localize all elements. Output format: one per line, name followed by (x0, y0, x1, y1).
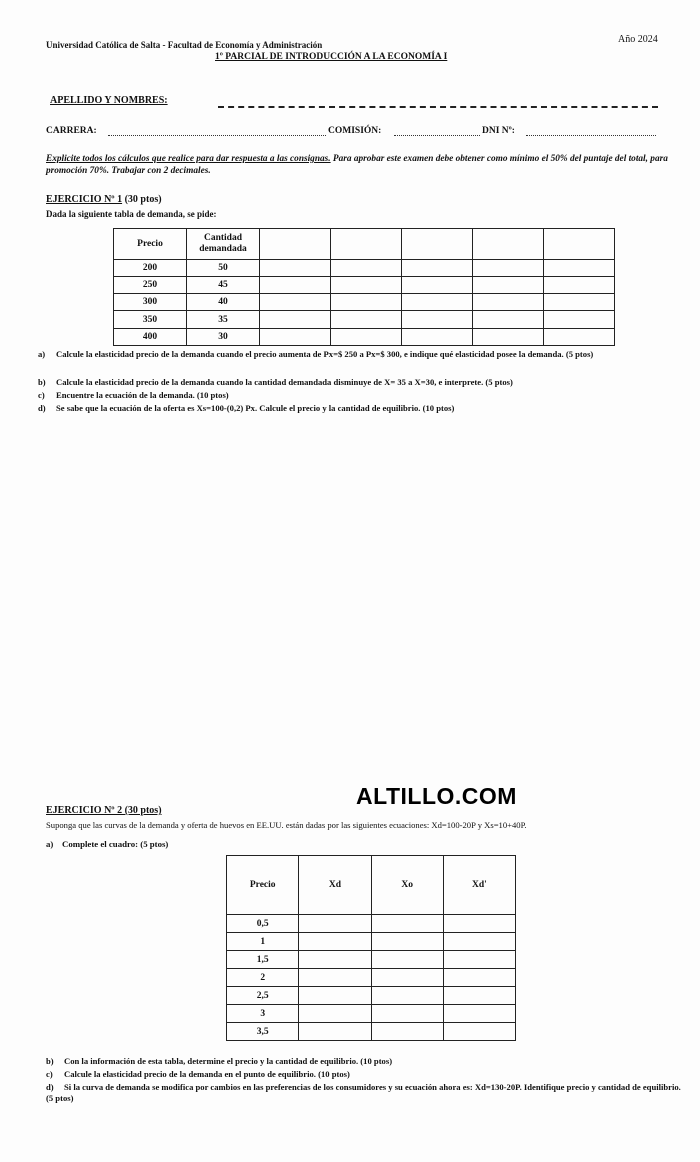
empty-cell[interactable] (402, 259, 473, 276)
empty-cell[interactable] (299, 969, 371, 987)
empty-cell[interactable] (299, 933, 371, 951)
empty-cell[interactable] (544, 276, 615, 293)
empty-cell[interactable] (443, 987, 515, 1005)
table-row (114, 259, 615, 276)
header-price: Precio (227, 856, 299, 915)
question-label: b) (38, 377, 46, 387)
ex2-question-d (46, 1082, 690, 1104)
empty-cell[interactable] (402, 311, 473, 328)
career-line[interactable] (108, 135, 326, 136)
empty-cell[interactable] (473, 294, 544, 311)
empty-cell[interactable] (473, 229, 544, 260)
institution-name: Universidad Católica de Salta - Facultad de Economía y Administración (46, 40, 323, 50)
empty-cell[interactable] (331, 311, 402, 328)
commission-line[interactable] (394, 135, 480, 136)
empty-cell[interactable] (402, 229, 473, 260)
ex1-question-c (38, 390, 688, 401)
table-row (227, 1005, 516, 1023)
empty-cell[interactable] (371, 1023, 443, 1041)
question-label: c) (38, 390, 45, 400)
empty-cell[interactable] (402, 328, 473, 345)
empty-cell[interactable] (443, 969, 515, 987)
empty-cell[interactable] (331, 328, 402, 345)
empty-cell[interactable] (299, 1023, 371, 1041)
empty-cell[interactable] (299, 915, 371, 933)
dni-label: DNI Nº: (482, 126, 515, 136)
empty-cell[interactable] (443, 915, 515, 933)
price-cell: 2 (227, 969, 299, 987)
name-label: APELLIDO Y NOMBRES: (50, 95, 168, 106)
ex2-question-c (46, 1069, 696, 1080)
table-row (227, 1023, 516, 1041)
empty-cell[interactable] (402, 294, 473, 311)
empty-cell[interactable] (443, 951, 515, 969)
empty-cell[interactable] (331, 276, 402, 293)
price-cell: 300 (114, 294, 187, 311)
empty-cell[interactable] (260, 294, 331, 311)
empty-cell[interactable] (260, 328, 331, 345)
quantity-cell: 30 (187, 328, 260, 345)
exam-year: Año 2024 (618, 34, 658, 45)
commission-label: COMISIÓN: (328, 126, 382, 136)
question-text: Con la información de esta tabla, determine el precio y la cantidad de equilibrio. (10 ptos) (64, 1056, 393, 1066)
quantity-cell: 50 (187, 259, 260, 276)
empty-cell[interactable] (371, 915, 443, 933)
empty-cell[interactable] (299, 987, 371, 1005)
header-xo: Xo (371, 856, 443, 915)
question-label: a) (38, 349, 46, 359)
empty-cell[interactable] (299, 951, 371, 969)
empty-cell[interactable] (544, 259, 615, 276)
table-row (227, 951, 516, 969)
quantity-cell: 35 (187, 311, 260, 328)
price-cell: 250 (114, 276, 187, 293)
price-cell: 1 (227, 933, 299, 951)
question-text: Complete el cuadro: (5 ptos) (62, 839, 169, 849)
instructions (46, 153, 684, 177)
ex2-question-b (46, 1056, 696, 1067)
watermark: ALTILLO.COM (356, 783, 517, 809)
exercise2-part-a (46, 839, 168, 849)
empty-cell[interactable] (443, 933, 515, 951)
question-label: d) (46, 1082, 54, 1092)
empty-cell[interactable] (260, 311, 331, 328)
empty-cell[interactable] (260, 276, 331, 293)
exercise2-title: EJERCICIO Nº 2 (30 ptos) (46, 805, 162, 816)
question-text: Si la curva de demanda se modifica por cambios en las preferencias de los consumidores y su ecuación ahora es: Xd=130-20P. Identifique precio y cantidad de equilibrio. (5 ptos) (46, 1082, 681, 1103)
empty-cell[interactable] (371, 933, 443, 951)
empty-cell[interactable] (371, 987, 443, 1005)
exercise1-title: EJERCICIO Nº 1 (46, 194, 123, 205)
ex1-question-a (38, 349, 688, 360)
instructions-underlined: Explicite todos los cálculos que realice para dar respuesta a las consignas. (46, 154, 331, 164)
name-line[interactable] (218, 106, 658, 108)
demand-table (113, 228, 615, 346)
empty-cell[interactable] (402, 276, 473, 293)
exercise1-heading (46, 194, 162, 205)
question-label: b) (46, 1056, 54, 1066)
empty-cell[interactable] (544, 229, 615, 260)
question-text: Calcule la elasticidad precio de la demanda cuando la cantidad demandada disminuye de X= 35 a X=30, e interprete. (5 ptos) (56, 377, 513, 387)
career-label: CARRERA: (46, 126, 97, 136)
question-text: Calcule la elasticidad precio de la demanda en el punto de equilibrio. (10 ptos) (64, 1069, 350, 1079)
header-xd-prime: Xd' (443, 856, 515, 915)
empty-cell[interactable] (473, 259, 544, 276)
price-cell: 3 (227, 1005, 299, 1023)
empty-cell[interactable] (544, 328, 615, 345)
quantity-cell: 45 (187, 276, 260, 293)
supply-demand-table (226, 855, 516, 1041)
empty-cell[interactable] (331, 294, 402, 311)
instructions-rest: Para aprobar este examen debe obtener como mínimo el 50% del puntaje del total, para promoción 70%. Trabajar con 2 decimales. (46, 154, 668, 176)
empty-cell[interactable] (473, 328, 544, 345)
question-label: a) (46, 839, 54, 849)
question-text: Encuentre la ecuación de la demanda. (10 ptos) (56, 390, 229, 400)
ex1-question-b (38, 377, 688, 388)
empty-cell[interactable] (371, 951, 443, 969)
empty-cell[interactable] (299, 1005, 371, 1023)
empty-cell[interactable] (371, 969, 443, 987)
price-cell: 350 (114, 311, 187, 328)
price-cell: 0,5 (227, 915, 299, 933)
table-row (227, 933, 516, 951)
empty-cell[interactable] (443, 1005, 515, 1023)
table-row (227, 969, 516, 987)
table-row (227, 987, 516, 1005)
exercise1-points: (30 ptos) (122, 194, 162, 205)
header-quantity: Cantidad demandada (187, 229, 260, 260)
price-cell: 200 (114, 259, 187, 276)
empty-cell[interactable] (331, 229, 402, 260)
exam-title: 1º PARCIAL DE INTRODUCCIÓN A LA ECONOMÍA I (215, 52, 448, 62)
empty-cell[interactable] (443, 1023, 515, 1041)
empty-cell[interactable] (260, 229, 331, 260)
empty-cell[interactable] (473, 311, 544, 328)
exercise2-intro: Suponga que las curvas de la demanda y oferta de huevos en EE.UU. están dadas por las siguientes ecuaciones: Xd=100-20P y Xs=10+40P. (46, 820, 527, 830)
empty-cell[interactable] (331, 259, 402, 276)
header-xd: Xd (299, 856, 371, 915)
table-row (114, 276, 615, 293)
quantity-cell: 40 (187, 294, 260, 311)
price-cell: 3,5 (227, 1023, 299, 1041)
exercise1-intro: Dada la siguiente tabla de demanda, se pide: (46, 209, 217, 219)
table-row (114, 328, 615, 345)
empty-cell[interactable] (544, 294, 615, 311)
empty-cell[interactable] (544, 311, 615, 328)
question-text: Se sabe que la ecuación de la oferta es Xs=100-(0,2) Px. Calcule el precio y la cantidad de equilibrio. (10 ptos) (56, 403, 455, 413)
table-row (227, 915, 516, 933)
question-label: c) (46, 1069, 53, 1079)
empty-cell[interactable] (260, 259, 331, 276)
price-cell: 1,5 (227, 951, 299, 969)
table-row (114, 311, 615, 328)
table-row (114, 294, 615, 311)
ex1-question-d (38, 403, 688, 414)
price-cell: 400 (114, 328, 187, 345)
price-cell: 2,5 (227, 987, 299, 1005)
question-text: Calcule la elasticidad precio de la demanda cuando el precio aumenta de Px=$ 250 a Px=$ 300, e indique qué elasticidad posee la demanda. (5 ptos) (56, 349, 594, 359)
empty-cell[interactable] (473, 276, 544, 293)
dni-line[interactable] (526, 135, 656, 136)
question-label: d) (38, 403, 46, 413)
header-price: Precio (114, 229, 187, 260)
empty-cell[interactable] (371, 1005, 443, 1023)
